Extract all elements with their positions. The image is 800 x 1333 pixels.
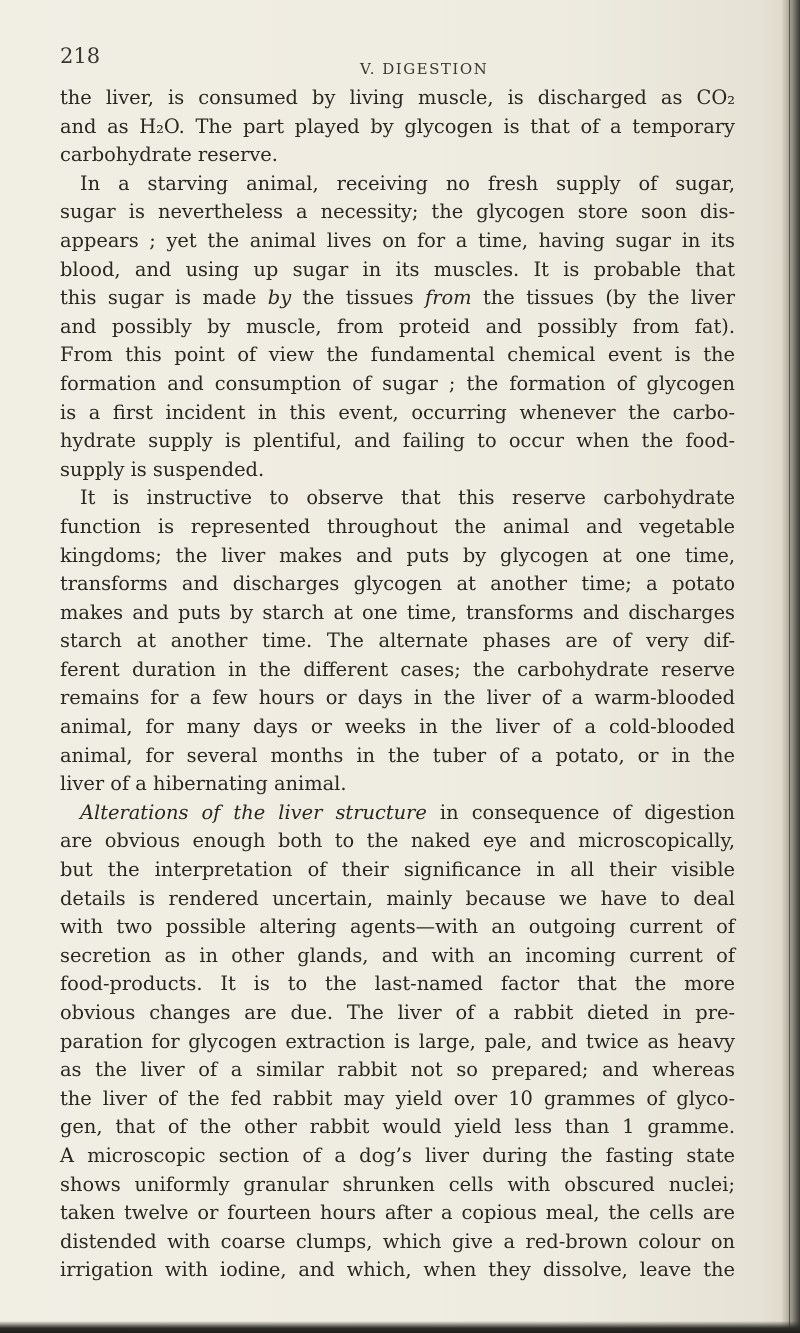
text-line: starch at another time. The alternate phases are of very dif- — [60, 629, 735, 653]
italic-lead: Alterations of the liver structure — [80, 800, 427, 824]
text-run: this sugar is made — [60, 286, 268, 310]
paragraph-1 — [60, 84, 735, 170]
text-line: irrigation with iodine, and which, when they dissolve, leave the — [60, 1258, 735, 1282]
text-line-with-italics — [60, 284, 735, 313]
text-line: ferent duration in the different cases; the carbohydrate reserve — [60, 657, 735, 681]
page-header — [60, 44, 740, 84]
text-line: and possibly by muscle, from proteid and possibly from fat). — [60, 314, 735, 338]
paragraph-4 — [60, 799, 735, 1285]
text-line: From this point of view the fundamental chemical event is the — [60, 343, 735, 367]
text-line: is a first incident in this event, occurring whenever the carbo- — [60, 400, 735, 424]
text-line: carbohydrate reserve. — [60, 143, 278, 167]
text-line: and as H₂O. The part played by glycogen is that of a temporary — [60, 114, 735, 138]
text-line: kingdoms; the liver makes and puts by glycogen at one time, — [60, 543, 735, 567]
page-edge-line — [789, 0, 790, 1333]
text-line: makes and puts by starch at one time, transforms and discharges — [60, 600, 735, 624]
text-line: distended with coarse clumps, which give a red-brown colour on — [60, 1229, 735, 1253]
text-run: in consequence of digestion — [426, 800, 735, 824]
text-line: blood, and using up sugar in its muscles. It is probable that — [60, 257, 735, 281]
text-line: function is represented throughout the animal and vegetable — [60, 514, 735, 538]
body-text — [60, 84, 735, 1285]
text-line: hydrate supply is plentiful, and failing to occur when the food- — [60, 429, 735, 453]
page-number: 218 — [60, 44, 101, 68]
text-line: the liver, is consumed by living muscle, is discharged as CO₂ — [60, 86, 735, 109]
italic-word: by — [267, 286, 292, 310]
text-line-with-italics — [60, 799, 735, 828]
paragraph-3 — [60, 484, 735, 799]
text-line: as the liver of a similar rabbit not so prepared; and whereas — [60, 1058, 735, 1082]
text-line: formation and consumption of sugar ; the formation of glycogen — [60, 371, 735, 395]
text-line: animal, for several months in the tuber of a potato, or in the — [60, 743, 735, 767]
text-line: but the interpretation of their significance in all their visible — [60, 858, 735, 882]
text-line: shows uniformly granular shrunken cells with obscured nuclei; — [60, 1172, 735, 1196]
text-line: details is rendered uncertain, mainly because we have to deal — [60, 886, 735, 910]
paragraph-2 — [60, 170, 735, 485]
page-binding-shadow — [782, 0, 800, 1333]
text-line: the liver of the fed rabbit may yield over 10 grammes of glyco- — [60, 1086, 735, 1110]
text-line: A microscopic section of a dog’s liver during the fasting state — [60, 1143, 735, 1167]
text-line: paration for glycogen extraction is large, pale, and twice as heavy — [60, 1029, 735, 1053]
text-line: In a starving animal, receiving no fresh supply of sugar, — [80, 171, 735, 195]
text-line: remains for a few hours or days in the liver of a warm-blooded — [60, 686, 735, 710]
text-line: sugar is nevertheless a necessity; the glycogen store soon dis- — [60, 200, 735, 224]
text-line: gen, that of the other rabbit would yield less than 1 gramme. — [60, 1115, 735, 1139]
text-line: food-products. It is to the last-named factor that the more — [60, 972, 735, 996]
text-line: secretion as in other glands, and with an incoming current of — [60, 943, 735, 967]
text-line: with two possible altering agents—with an outgoing current of — [60, 915, 735, 939]
text-run: the tissues (by the liver — [471, 286, 735, 310]
page-bottom-shadow — [0, 1321, 800, 1333]
text-line: animal, for many days or weeks in the liver of a cold-blooded — [60, 715, 735, 739]
running-head: V. DIGESTION — [360, 60, 489, 78]
text-line: appears ; yet the animal lives on for a time, having sugar in its — [60, 228, 735, 252]
text-line: obvious changes are due. The liver of a rabbit dieted in pre- — [60, 1001, 735, 1024]
text-line: supply is suspended. — [60, 457, 265, 481]
text-line: are obvious enough both to the naked eye and microscopically, — [60, 829, 735, 853]
italic-word: from — [425, 286, 472, 310]
text-line: It is instructive to observe that this reserve carbohydrate — [80, 486, 735, 510]
text-line: liver of a hibernating animal. — [60, 772, 347, 796]
text-run: the tissues — [291, 286, 426, 310]
text-line: transforms and discharges glycogen at another time; a potato — [60, 572, 735, 596]
text-line: taken twelve or fourteen hours after a copious meal, the cells are — [60, 1201, 735, 1225]
